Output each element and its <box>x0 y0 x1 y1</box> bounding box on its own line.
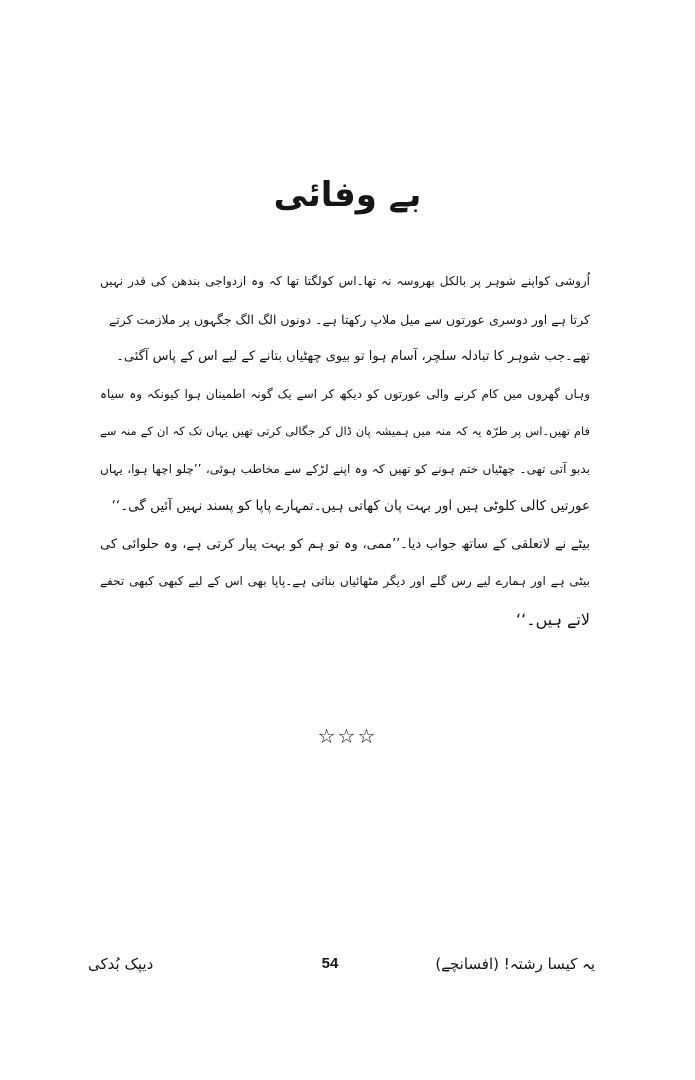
text-line: فام تھیں۔اس پر طرّہ یہ کہ منہ میں ہمیشہ پان ڈال کر جگالی کرتی تھیں یہاں تک کہ ان کے منہ سے <box>100 424 590 438</box>
story-body <box>100 263 590 638</box>
section-separator: ☆☆☆ <box>317 724 378 748</box>
text-line: بیٹی ہے اور ہمارے لیے رس گلے اور دیگر مٹھائیاں بناتی ہے۔پاپا بھی اس کے لیے کبھی کبھی تحفے <box>100 574 590 588</box>
text-line: عورتیں کالی کلوٹی ہیں اور بہت پان کھاتی ہیں۔تمہارے پاپا کو پسند نہیں آئیں گی۔‘‘ <box>111 498 590 514</box>
text-line: بدبو آتی تھی۔ چھٹیاں ختم ہونے کو تھیں کہ وہ اپنے لڑکے سے مخاطب ہوئی، ’’چلو اچھا ہوا، یہاں <box>100 461 590 476</box>
text-line: لاتے ہیں۔‘‘ <box>516 609 590 629</box>
text-line: تھے۔جب شوہر کا تبادلہ سلچر، آسام ہوا تو بیوی چھٹیاں بتانے کے لیے اس کے پاس آگئی۔ <box>116 349 590 364</box>
text-line: کرتا ہے اور دوسری عورتوں سے میل ملاپ رکھتا ہے۔ دونوں الگ الگ جگہوں پر ملازمت کرتے <box>108 311 590 327</box>
footer-author: دیپک بُدکی <box>88 955 154 973</box>
text-line: بیٹے نے لاتعلقی کے ساتھ جواب دیا۔’’ممی، وہ تو ہم کو بہت پیار کرتی ہے، وہ حلوائی کی <box>100 536 590 552</box>
story-title: بے وفائی <box>273 175 422 215</box>
footer-book-title: یہ کیسا رشتہ! (افسانچے) <box>435 955 595 973</box>
text-line: وہاں گھروں میں کام کرنے والی عورتوں کو دیکھ کر اسے یک گونہ اطمینان ہوا کیونکہ وہ سیاہ <box>100 386 590 401</box>
text-line: اُروشی کواپنے شوہر پر بالکل بھروسہ نہ تھا۔اس کولگتا تھا کہ وہ ازدواجی بندھن کی قدر نہیں <box>100 274 590 288</box>
footer-page-number: 54 <box>321 955 339 972</box>
